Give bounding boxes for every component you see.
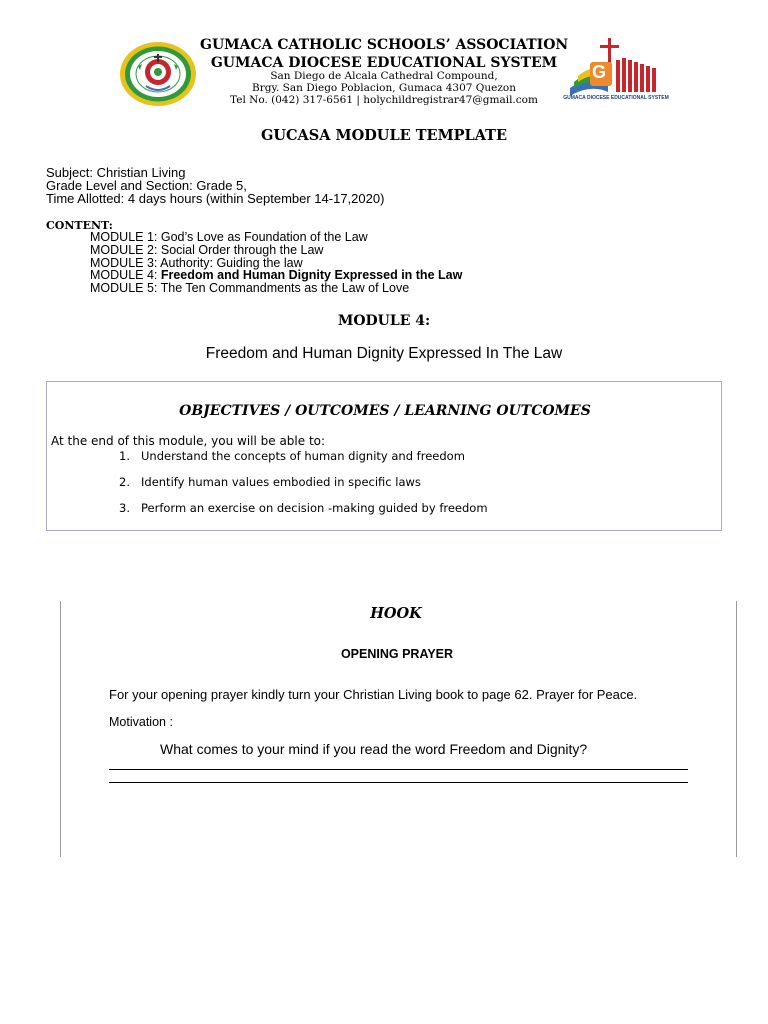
- motivation-question: What comes to your mind if you read the word Freedom and Dignity?: [160, 741, 588, 757]
- motivation-label: Motivation :: [109, 715, 173, 729]
- objective-item: [119, 475, 421, 489]
- objective-text: Identify human values embodied in specific laws: [141, 475, 421, 489]
- address-line2: Brgy. San Diego Poblacion, Gumaca 4307 Quezon: [252, 82, 516, 94]
- template-title: GUCASA MODULE TEMPLATE: [260, 127, 508, 144]
- objective-number: 2.: [119, 475, 130, 489]
- hook-border-left: [60, 601, 61, 857]
- module-title-current: Freedom and Human Dignity Expressed in the Law: [160, 268, 463, 283]
- module-prefix: MODULE 1:: [90, 230, 161, 244]
- school-seal-logo: [116, 40, 200, 108]
- objective-item: [119, 501, 488, 515]
- address-line1: San Diego de Alcala Cathedral Compound,: [270, 70, 498, 82]
- diocese-logo-letter: G: [591, 62, 606, 82]
- contact-line: Tel No. (042) 317-6561 | holychildregistrar47@gmail.com: [230, 94, 538, 106]
- objective-number: 3.: [119, 501, 130, 515]
- time-allotted-line: Time Allotted: 4 days hours (within September 14-17,2020): [46, 191, 385, 206]
- module-title: Authority: Guiding the law: [160, 255, 303, 270]
- module-item: [90, 282, 462, 295]
- module-title-heading: Freedom and Human Dignity Expressed In The Law: [205, 345, 563, 362]
- hook-title: HOOK: [370, 605, 422, 622]
- objective-number: 1.: [119, 449, 130, 463]
- objective-text: Perform an exercise on decision -making guided by freedom: [141, 501, 488, 515]
- module-prefix: MODULE 3:: [90, 255, 161, 270]
- module-title: God’s Love as Foundation of the Law: [160, 230, 368, 244]
- objective-item: [119, 449, 465, 463]
- module-prefix: MODULE 4:: [90, 268, 161, 283]
- objectives-box: [46, 381, 722, 531]
- module-list: [90, 231, 462, 295]
- module-heading: MODULE 4:: [337, 313, 431, 329]
- org-name-line2: GUMACA DIOCESE EDUCATIONAL SYSTEM: [210, 55, 558, 71]
- objective-text: Understand the concepts of human dignity and freedom: [141, 449, 465, 463]
- objectives-intro: At the end of this module, you will be able to:: [51, 434, 326, 448]
- content-label: CONTENT:: [46, 219, 113, 232]
- grade-line: Grade Level and Section: Grade 5,: [46, 178, 247, 193]
- opening-prayer-text: For your opening prayer kindly turn your Christian Living book to page 62. Prayer for Peace.: [109, 687, 638, 702]
- module-title: Social Order through the Law: [160, 242, 324, 257]
- answer-line: [109, 769, 688, 770]
- module-title: The Ten Commandments as the Law of Love: [160, 281, 410, 296]
- diocese-logo-text: GUMACA DIOCESE EDUCATIONAL SYSTEM: [563, 95, 669, 101]
- hook-border-right: [736, 601, 737, 857]
- module-prefix: MODULE 5:: [90, 281, 161, 296]
- answer-line: [109, 782, 688, 783]
- opening-prayer-heading: OPENING PRAYER: [340, 647, 454, 661]
- org-name-line1: GUMACA CATHOLIC SCHOOLS’ ASSOCIATION: [200, 37, 569, 53]
- objectives-title: OBJECTIVES / OUTCOMES / LEARNING OUTCOMES: [179, 403, 591, 419]
- module-prefix: MODULE 2:: [90, 242, 161, 257]
- subject-line: Subject: Christian Living: [46, 165, 186, 180]
